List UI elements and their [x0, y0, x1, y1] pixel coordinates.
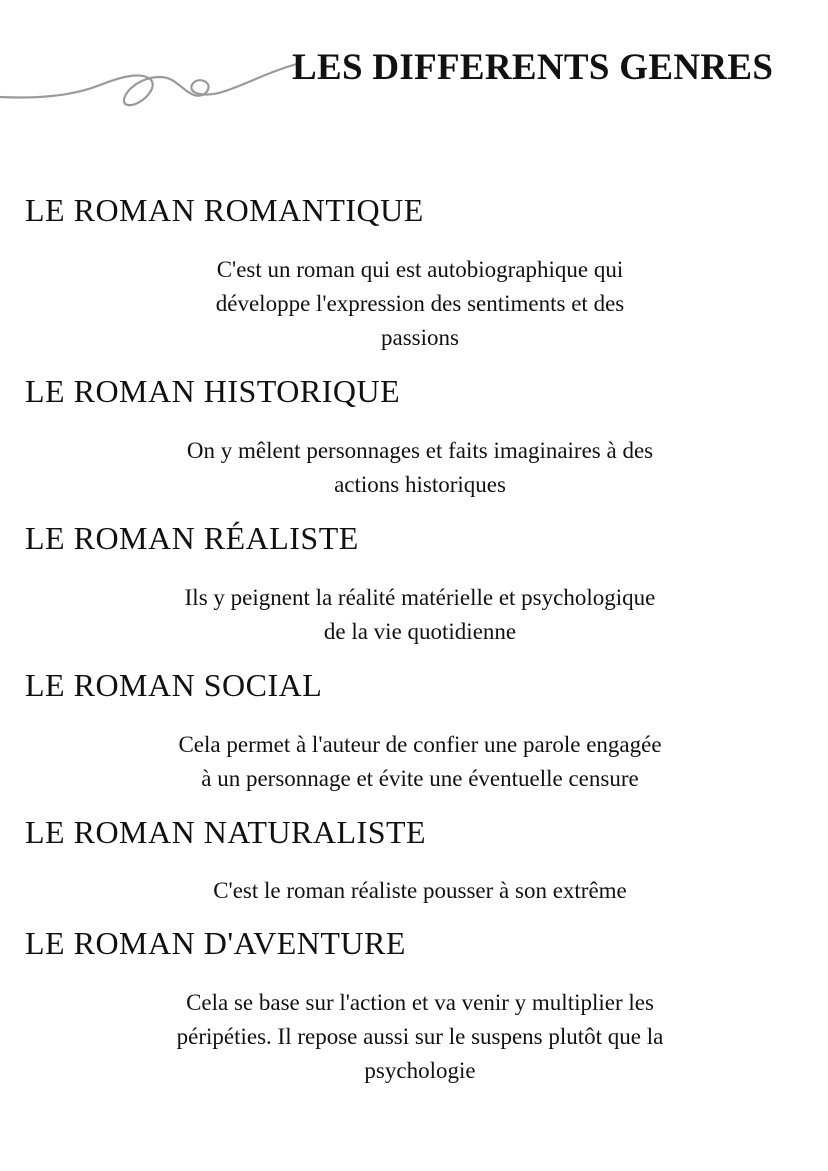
- text-line: C'est le roman réaliste pousser à son extrême: [213, 878, 627, 903]
- text-line: actions historiques: [334, 472, 506, 497]
- section-heading-social: LE ROMAN SOCIAL: [25, 667, 323, 703]
- swirl-ornament-icon: [0, 55, 300, 115]
- text-line: Cela permet à l'auteur de confier une parole engagée: [178, 732, 662, 757]
- text-line: à un personnage et évite une éventuelle censure: [201, 766, 639, 791]
- section-text-historique: [90, 434, 750, 502]
- text-line: psychologie: [364, 1058, 476, 1083]
- section-text-naturaliste: [90, 874, 750, 908]
- text-line: de la vie quotidienne: [323, 619, 517, 644]
- section-text-social: [70, 728, 770, 796]
- section-text-romantique: [100, 253, 740, 355]
- text-line: On y mêlent personnages et faits imaginaires à des: [186, 438, 654, 463]
- text-line: Cela se base sur l'action et va venir y multiplier les: [186, 990, 654, 1015]
- text-line: C'est un roman qui est autobiographique qui: [216, 257, 624, 282]
- text-line: Ils y peignent la réalité matérielle et psychologique: [184, 585, 656, 610]
- section-heading-realiste: LE ROMAN RÉALISTE: [25, 520, 359, 556]
- text-line: passions: [381, 325, 459, 350]
- text-line: développe l'expression des sentiments et des: [215, 291, 625, 316]
- section-heading-historique: LE ROMAN HISTORIQUE: [25, 373, 401, 409]
- section-heading-aventure: LE ROMAN D'AVENTURE: [25, 925, 406, 961]
- section-heading-naturaliste: LE ROMAN NATURALISTE: [25, 814, 427, 850]
- text-line: péripéties. Il repose aussi sur le suspens plutôt que la: [176, 1024, 664, 1049]
- section-text-realiste: [90, 581, 750, 649]
- section-heading-romantique: LE ROMAN ROMANTIQUE: [25, 192, 424, 228]
- section-text-aventure: [70, 986, 770, 1088]
- page-title: LES DIFFERENTS GENRES: [292, 47, 774, 88]
